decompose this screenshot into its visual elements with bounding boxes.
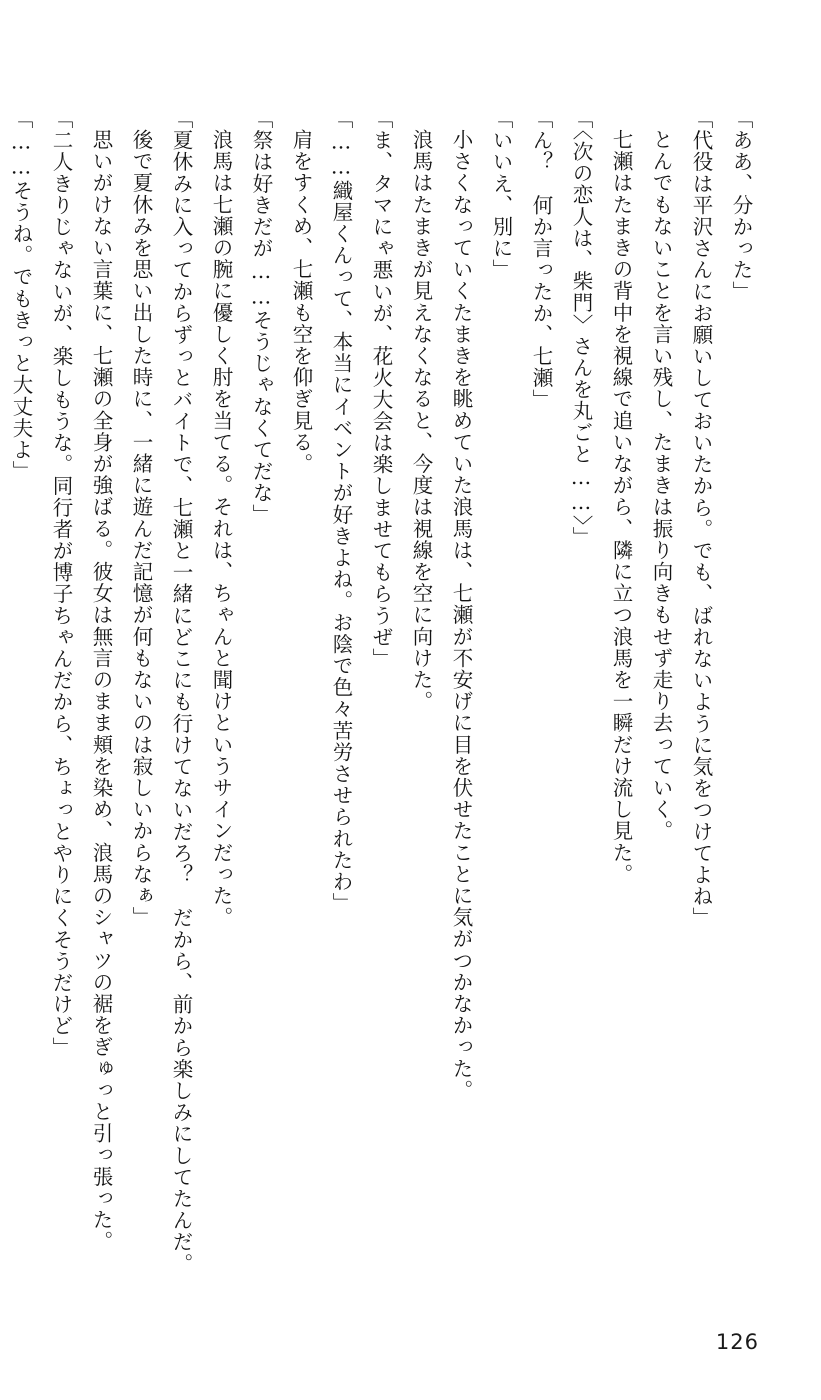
paragraph: 「〈次の恋人は、柴門〉さんを丸ごと……〉」: [569, 108, 593, 549]
paragraph: 浪馬は七瀬の腕に優しく肘を当てる。それは、ちゃんと聞けというサインだった。: [209, 129, 233, 929]
paragraph: 「……織屋くんって、本当にイベントが好きよね。お陰で色々苦労させられたわ」: [329, 108, 353, 915]
paragraph: [0, 108, 1, 1308]
paragraph: 「代役は平沢さんにお願いしておいたから。でも、ばれないように気をつけてよね」: [689, 108, 713, 929]
paragraph: 「二人きりじゃないが、楽しもうな。同行者が博子ちゃんだから、ちょっとやりにくそうだけど」: [49, 108, 73, 1059]
paragraph: 小さくなっていくたまきを眺めていた浪馬は、七瀬が不安げに目を伏せたことに気がつかなかった。: [449, 129, 473, 1101]
paragraph: 七瀬はたまきの背中を視線で追いながら、隣に立つ浪馬を一瞬だけ流し見た。: [609, 129, 633, 885]
paragraph: 「ああ、分かった」: [729, 108, 753, 303]
paragraph: 思いがけない言葉に、七瀬の全身が強ばる。彼女は無言のまま頬を染め、浪馬のシャツの裾をぎゅっと引っ張った。: [89, 129, 113, 1253]
page-number: 126: [715, 1330, 759, 1354]
paragraph: 「ま、タマにゃ悪いが、花火大会は楽しませてもらうぜ」: [369, 108, 393, 670]
paragraph: 「いいえ、別に」: [489, 108, 513, 281]
paragraph: 肩をすくめ、七瀬も空を仰ぎ見る。: [289, 129, 313, 475]
paragraph: とんでもないことを言い残し、たまきは振り向きもせず走り去っていく。: [649, 129, 673, 842]
novel-body-text: [9, 108, 761, 1308]
paragraph: 「……そうね。でもきっと大丈夫よ」: [9, 108, 33, 483]
paragraph: 「夏休みに入ってからずっとバイトで、七瀬と一緒にどこにも行けてないだろ？ だから、前から楽しみにしてたんだ。: [169, 108, 193, 1275]
paragraph: 浪馬はたまきが見えなくなると、今度は視線を空に向けた。: [409, 129, 433, 713]
paragraph: 「祭は好きだが……そうじゃなくてだな」: [249, 108, 273, 526]
paragraph: 後で夏休みを思い出した時に、一緒に遊んだ記憶が何もないのは寂しいからなぁ」: [129, 129, 153, 929]
paragraph: 「ん？ 何か言ったか、七瀬」: [529, 108, 553, 411]
